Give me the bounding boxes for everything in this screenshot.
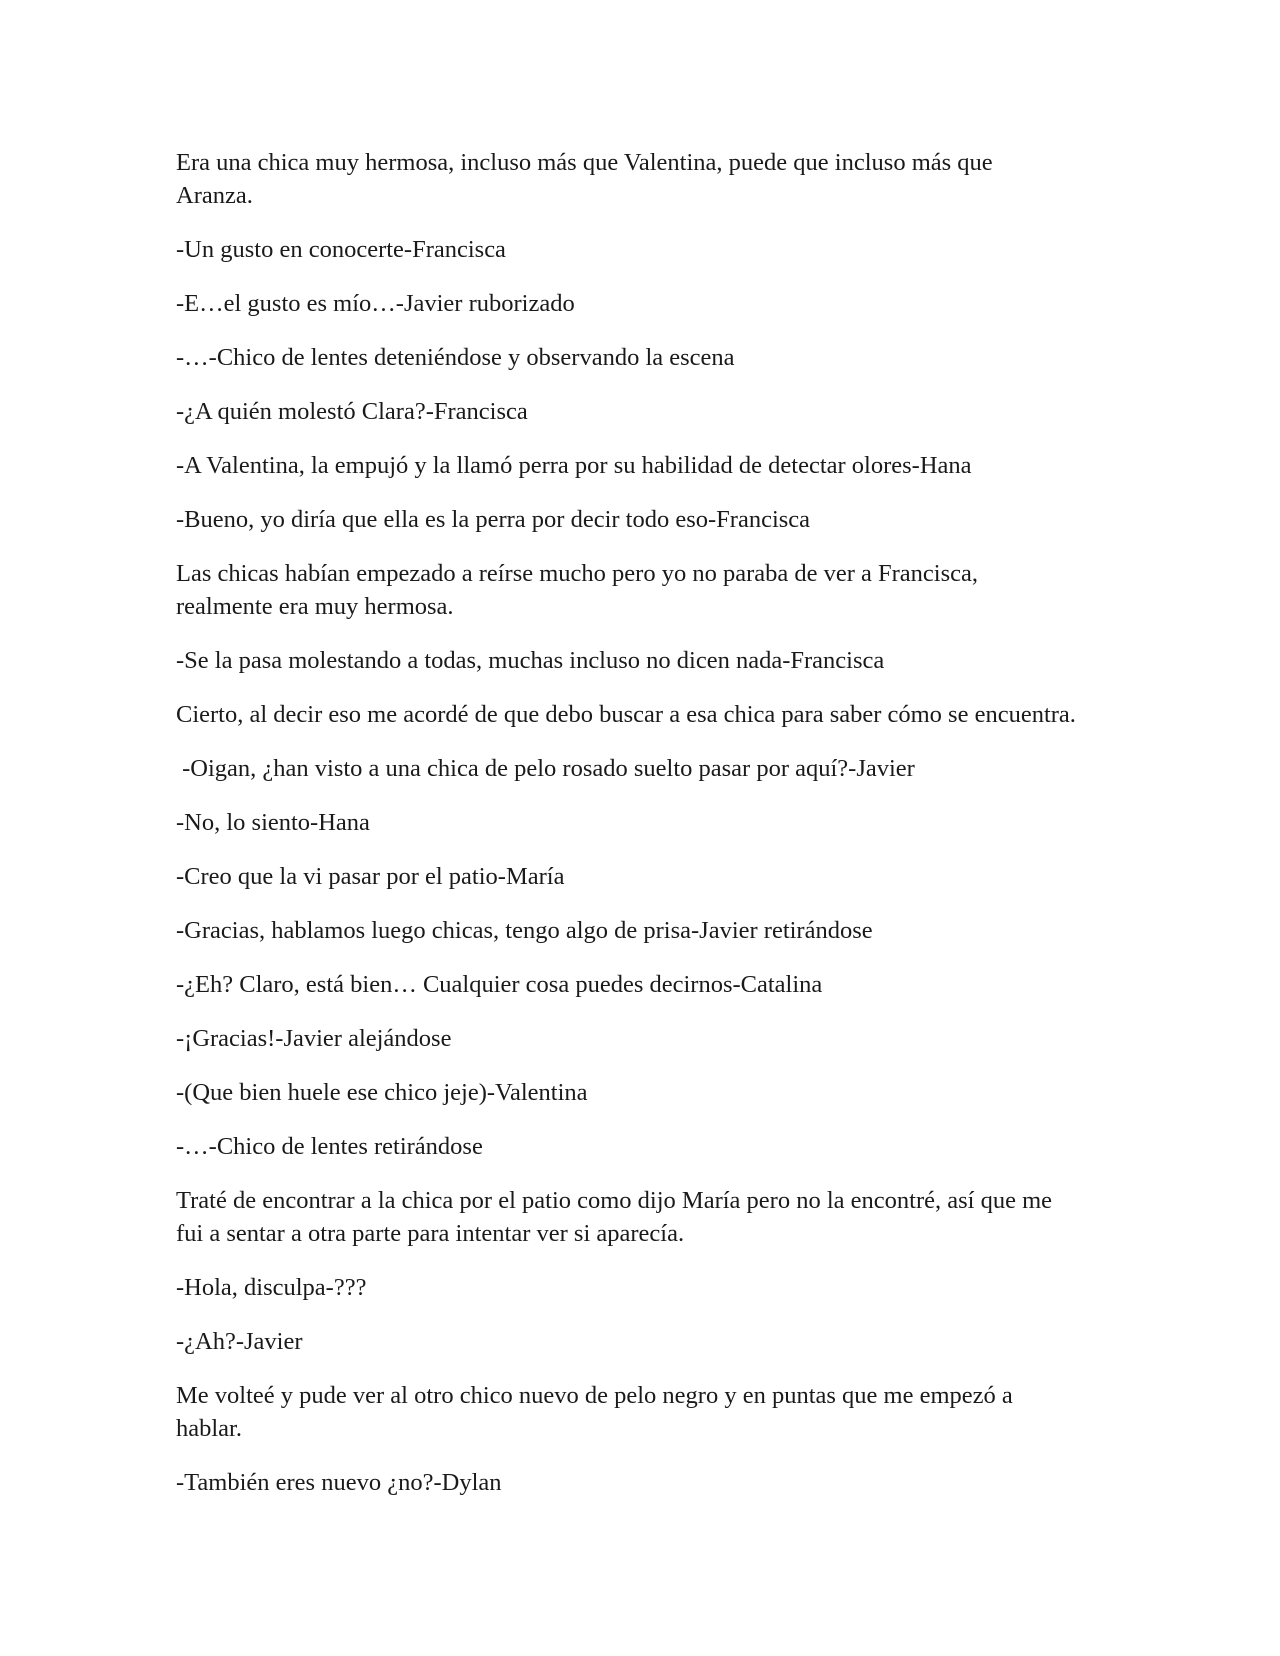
paragraph-7: -Bueno, yo diría que ella es la perra por decir todo eso-Francisca [176, 506, 811, 533]
paragraph-20: -Hola, disculpa-??? [176, 1274, 367, 1301]
paragraph-19: Traté de encontrar a la chica por el patio como dijo María pero no la encontré, así que me fui a sentar a otra parte para intentar ver si aparecía. [176, 1187, 1052, 1247]
paragraph-21: -¿Ah?-Javier [176, 1328, 303, 1355]
paragraph-3: -E…el gusto es mío…-Javier ruborizado [176, 290, 575, 317]
paragraph-4: -…-Chico de lentes deteniéndose y observando la escena [176, 344, 735, 371]
document-body [176, 146, 1116, 1520]
paragraph-8: Las chicas habían empezado a reírse mucho pero yo no paraba de ver a Francisca, realmente era muy hermosa. [176, 560, 979, 620]
paragraph-10: Cierto, al decir eso me acordé de que debo buscar a esa chica para saber cómo se encuentra. [176, 701, 1076, 728]
paragraph-1: Era una chica muy hermosa, incluso más que Valentina, puede que incluso más que Aranza. [176, 149, 993, 209]
paragraph-9: -Se la pasa molestando a todas, muchas incluso no dicen nada-Francisca [176, 647, 885, 674]
paragraph-11: -Oigan, ¿han visto a una chica de pelo rosado suelto pasar por aquí?-Javier [176, 755, 915, 782]
paragraph-5: -¿A quién molestó Clara?-Francisca [176, 398, 528, 425]
paragraph-2: -Un gusto en conocerte-Francisca [176, 236, 506, 263]
paragraph-17: -(Que bien huele ese chico jeje)-Valentina [176, 1079, 588, 1106]
paragraph-23: -También eres nuevo ¿no?-Dylan [176, 1469, 502, 1496]
paragraph-15: -¿Eh? Claro, está bien… Cualquier cosa puedes decirnos-Catalina [176, 971, 823, 998]
paragraph-22: Me volteé y pude ver al otro chico nuevo de pelo negro y en puntas que me empezó a hablar. [176, 1382, 1013, 1442]
paragraph-16: -¡Gracias!-Javier alejándose [176, 1025, 452, 1052]
paragraph-14: -Gracias, hablamos luego chicas, tengo algo de prisa-Javier retirándose [176, 917, 873, 944]
paragraph-12: -No, lo siento-Hana [176, 809, 370, 836]
paragraph-13: -Creo que la vi pasar por el patio-María [176, 863, 565, 890]
paragraph-18: -…-Chico de lentes retirándose [176, 1133, 483, 1160]
paragraph-6: -A Valentina, la empujó y la llamó perra por su habilidad de detectar olores-Hana [176, 452, 972, 479]
